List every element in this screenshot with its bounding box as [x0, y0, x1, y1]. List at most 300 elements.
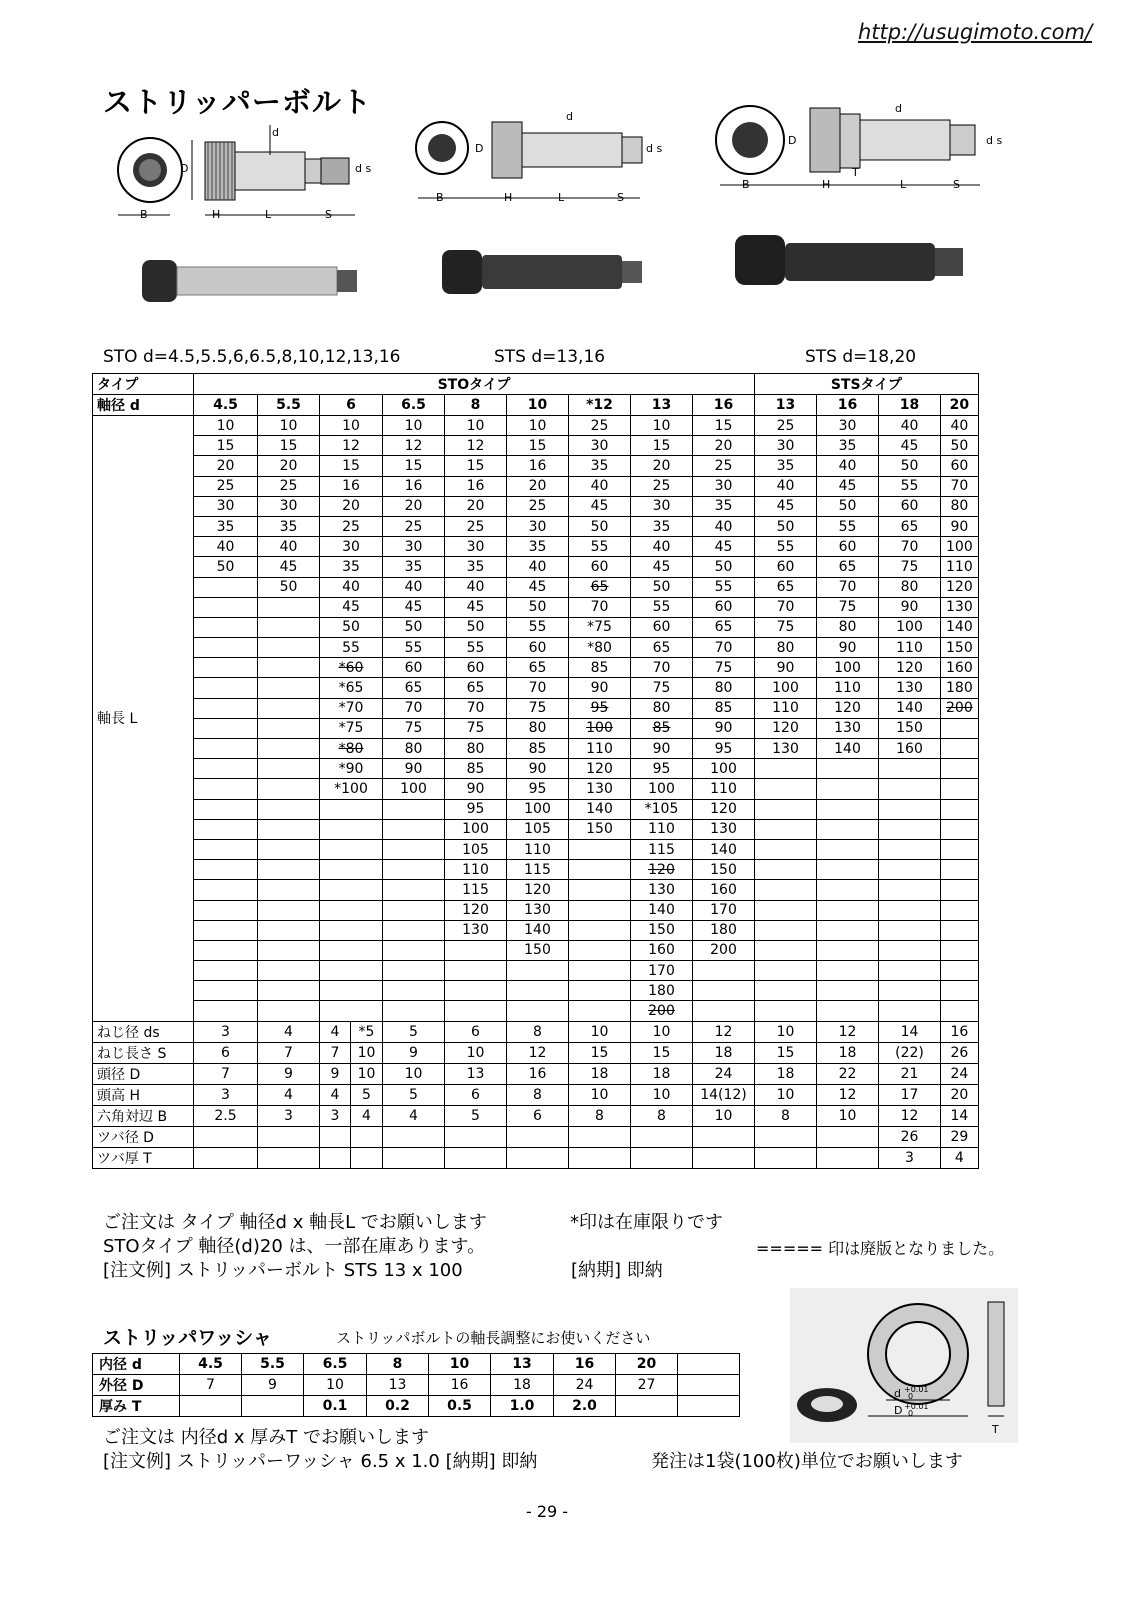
washer-D-tol: +0.01	[904, 1402, 929, 1411]
length-cell: 120	[445, 900, 507, 920]
length-cell: 40	[817, 456, 879, 476]
spec-cell: 20	[941, 1084, 979, 1105]
spec-label: 頭高 H	[93, 1084, 194, 1105]
length-cell: 25	[507, 496, 569, 516]
washer-title: ストリッパワッシャ	[103, 1327, 272, 1349]
spec-cell-split-a	[320, 1147, 351, 1168]
length-cell: 95	[445, 799, 507, 819]
length-cell: 120	[817, 698, 879, 718]
length-cell: 45	[383, 597, 445, 617]
length-cell	[817, 981, 879, 1001]
length-cell	[755, 920, 817, 940]
length-row	[93, 779, 979, 799]
washer-row-label: 内径 d	[93, 1354, 180, 1375]
length-cell	[817, 940, 879, 960]
washer-cell: 10	[429, 1354, 491, 1375]
length-cell: 55	[320, 638, 383, 658]
dim-H-label: H	[212, 208, 221, 221]
length-row	[93, 678, 979, 698]
length-cell	[817, 880, 879, 900]
length-cell: 60	[507, 638, 569, 658]
spec-row	[93, 1084, 979, 1105]
length-cell: 85	[445, 759, 507, 779]
type-row	[93, 374, 979, 395]
sts-diagram-large	[716, 102, 1002, 285]
length-cell: 160	[941, 658, 979, 678]
dim-S-label-3: S	[953, 178, 960, 191]
length-cell	[383, 839, 445, 859]
spec-cell: 7	[258, 1042, 320, 1063]
length-cell: 20	[383, 496, 445, 516]
length-cell: *105	[631, 799, 693, 819]
dim-L-label-3: L	[900, 178, 907, 191]
length-cell: 120	[755, 718, 817, 738]
length-cell	[569, 860, 631, 880]
spec-cell: 18	[631, 1063, 693, 1084]
length-cell: 55	[445, 638, 507, 658]
length-cell: 50	[194, 557, 258, 577]
length-cell	[879, 860, 941, 880]
length-cell: 65	[383, 678, 445, 698]
length-cell: 80	[631, 698, 693, 718]
sto-diagram	[118, 125, 371, 302]
washer-unit-note: 発注は1袋(100枚)単位でお願いします	[651, 1451, 963, 1472]
length-cell	[693, 981, 755, 1001]
length-cell: *75	[569, 617, 631, 637]
length-cell: 55	[817, 516, 879, 536]
length-row	[93, 416, 979, 436]
spec-cell: 3	[194, 1021, 258, 1042]
length-cell: 75	[693, 658, 755, 678]
spec-cell	[631, 1147, 693, 1168]
length-cell: 15	[258, 436, 320, 456]
length-cell: 110	[755, 698, 817, 718]
length-cell	[194, 678, 258, 698]
length-cell: 140	[817, 739, 879, 759]
length-cell	[817, 759, 879, 779]
length-cell: 120	[631, 860, 693, 880]
length-cell: 95	[569, 698, 631, 718]
length-cell: 200	[631, 1001, 693, 1021]
length-cell: 140	[941, 617, 979, 637]
spec-cell: 14	[879, 1021, 941, 1042]
length-cell: 160	[693, 880, 755, 900]
length-cell	[879, 981, 941, 1001]
spec-cell	[194, 1147, 258, 1168]
length-cell: 130	[879, 678, 941, 698]
length-cell: 70	[507, 678, 569, 698]
length-cell	[383, 940, 445, 960]
spec-cell	[383, 1147, 445, 1168]
length-cell	[194, 819, 258, 839]
length-cell: 55	[879, 476, 941, 496]
length-cell: 140	[631, 900, 693, 920]
length-cell	[320, 819, 383, 839]
length-cell: 45	[817, 476, 879, 496]
length-cell: 180	[941, 678, 979, 698]
length-cell: 65	[817, 557, 879, 577]
length-cell	[755, 940, 817, 960]
length-cell: 170	[631, 961, 693, 981]
length-cell: 45	[258, 557, 320, 577]
spec-cell	[258, 1126, 320, 1147]
length-cell: 70	[445, 698, 507, 718]
length-cell: 30	[569, 436, 631, 456]
washer-row-label: 外径 D	[93, 1375, 180, 1396]
length-cell: 10	[445, 416, 507, 436]
washer-cell	[242, 1396, 304, 1417]
length-cell: 10	[194, 416, 258, 436]
length-cell: 30	[445, 537, 507, 557]
dim-D-label-3: D	[788, 134, 797, 147]
washer-cell: 27	[616, 1375, 678, 1396]
length-cell: 30	[320, 537, 383, 557]
length-cell: 95	[693, 739, 755, 759]
length-cell	[258, 617, 320, 637]
washer-cell: 10	[304, 1375, 367, 1396]
length-cell	[383, 819, 445, 839]
length-cell: 160	[631, 940, 693, 960]
spec-cell-split-a: 4	[320, 1084, 351, 1105]
spec-cell	[507, 1126, 569, 1147]
dim-ds-label-2: d s	[646, 142, 663, 155]
length-cell: 180	[693, 920, 755, 940]
length-cell: 20	[693, 436, 755, 456]
length-cell: 140	[507, 920, 569, 940]
spec-label: 頭径 D	[93, 1063, 194, 1084]
washer-cell: 0.5	[429, 1396, 491, 1417]
length-cell: 105	[507, 819, 569, 839]
dim-d-label: d	[272, 126, 279, 139]
length-cell	[194, 1001, 258, 1021]
length-cell: 35	[631, 516, 693, 536]
spec-cell: 17	[879, 1084, 941, 1105]
washer-row-label: 厚み T	[93, 1396, 180, 1417]
length-cell: 150	[631, 920, 693, 940]
length-cell: 115	[445, 880, 507, 900]
spec-cell: 4	[258, 1021, 320, 1042]
spec-cell: 5	[383, 1084, 445, 1105]
size-header: 10	[507, 395, 569, 416]
dim-S-label: S	[325, 208, 332, 221]
length-cell: 25	[693, 456, 755, 476]
length-cell: 65	[631, 638, 693, 658]
length-cell	[194, 880, 258, 900]
length-cell: 80	[383, 739, 445, 759]
washer-cell: 2.0	[554, 1396, 616, 1417]
length-cell: 65	[445, 678, 507, 698]
length-cell: 50	[507, 597, 569, 617]
spec-cell: 22	[817, 1063, 879, 1084]
length-cell	[194, 860, 258, 880]
length-row	[93, 981, 979, 1001]
length-cell: 60	[941, 456, 979, 476]
spec-cell: 6	[445, 1021, 507, 1042]
length-cell	[383, 1001, 445, 1021]
washer-cell: 6.5	[304, 1354, 367, 1375]
length-cell: 35	[693, 496, 755, 516]
spec-cell: 12	[817, 1084, 879, 1105]
spec-row	[93, 1147, 979, 1168]
stock-note: *印は在庫限りです	[570, 1212, 723, 1233]
length-cell: 75	[445, 718, 507, 738]
length-cell	[258, 819, 320, 839]
length-cell	[879, 759, 941, 779]
size-header: 18	[879, 395, 941, 416]
length-cell: 10	[383, 416, 445, 436]
length-row	[93, 597, 979, 617]
spec-cell	[693, 1126, 755, 1147]
length-cell	[817, 961, 879, 981]
spec-cell: 15	[631, 1042, 693, 1063]
length-cell: 25	[445, 516, 507, 536]
length-cell	[941, 759, 979, 779]
length-cell	[258, 799, 320, 819]
size-header: 16	[817, 395, 879, 416]
length-row	[93, 557, 979, 577]
length-cell	[569, 981, 631, 1001]
length-cell	[755, 981, 817, 1001]
length-row	[93, 961, 979, 981]
length-cell: 50	[941, 436, 979, 456]
washer-order-example: [注文例] ストリッパーワッシャ 6.5 x 1.0 [納期] 即納	[103, 1451, 538, 1472]
length-cell	[879, 880, 941, 900]
length-label: 軸長 L	[93, 416, 194, 1022]
length-cell: 35	[817, 436, 879, 456]
spec-cell: 9	[258, 1063, 320, 1084]
length-cell	[383, 880, 445, 900]
length-cell	[258, 1001, 320, 1021]
size-header: 6.5	[383, 395, 445, 416]
spec-cell: 5	[383, 1021, 445, 1042]
bolt-diagrams	[100, 100, 1050, 340]
length-cell: 15	[507, 436, 569, 456]
length-cell: 50	[569, 516, 631, 536]
length-cell: 110	[941, 557, 979, 577]
length-cell: 110	[569, 739, 631, 759]
length-cell: 70	[693, 638, 755, 658]
length-cell: 20	[258, 456, 320, 476]
washer-cell	[616, 1396, 678, 1417]
length-cell: 50	[879, 456, 941, 476]
length-cell: 15	[693, 416, 755, 436]
washer-cell: 20	[616, 1354, 678, 1375]
length-cell: 20	[507, 476, 569, 496]
length-cell: 30	[755, 436, 817, 456]
length-cell: 60	[755, 557, 817, 577]
washer-D-zero: 0	[908, 1409, 914, 1418]
sts-type-header: STSタイプ	[755, 374, 979, 395]
length-cell: 85	[569, 658, 631, 678]
length-row	[93, 860, 979, 880]
length-cell: 45	[507, 577, 569, 597]
length-cell	[320, 799, 383, 819]
length-cell	[258, 961, 320, 981]
length-cell	[817, 839, 879, 859]
length-cell: 65	[507, 658, 569, 678]
length-cell: 15	[383, 456, 445, 476]
length-cell	[445, 1001, 507, 1021]
length-cell: 40	[445, 577, 507, 597]
length-cell: 90	[445, 779, 507, 799]
length-cell: 10	[320, 416, 383, 436]
length-cell: 45	[693, 537, 755, 557]
spec-cell	[194, 1126, 258, 1147]
length-cell: 15	[194, 436, 258, 456]
length-cell	[941, 739, 979, 759]
length-cell: 70	[879, 537, 941, 557]
length-cell	[941, 799, 979, 819]
washer-cell: 13	[367, 1375, 429, 1396]
length-cell: 12	[320, 436, 383, 456]
length-cell: 25	[383, 516, 445, 536]
length-cell: 110	[693, 779, 755, 799]
length-cell: 100	[631, 779, 693, 799]
spec-label: 六角対辺 B	[93, 1105, 194, 1126]
length-cell: 25	[755, 416, 817, 436]
spec-cell: 10	[755, 1084, 817, 1105]
spec-cell: 4	[941, 1147, 979, 1168]
length-cell: 16	[507, 456, 569, 476]
length-cell	[817, 1001, 879, 1021]
length-cell: 130	[631, 880, 693, 900]
length-cell: 35	[755, 456, 817, 476]
sto-type-header: STOタイプ	[194, 374, 755, 395]
length-cell: 150	[941, 638, 979, 658]
washer-d-zero: 0	[908, 1392, 914, 1401]
order-example: [注文例] ストリッパーボルト STS 13 x 100	[103, 1260, 463, 1281]
length-cell	[258, 698, 320, 718]
size-header: 20	[941, 395, 979, 416]
length-cell: 40	[941, 416, 979, 436]
length-cell	[320, 920, 383, 940]
length-cell: 90	[507, 759, 569, 779]
length-cell: 65	[879, 516, 941, 536]
length-row	[93, 537, 979, 557]
dim-H-label-2: H	[504, 191, 513, 204]
length-cell: 30	[194, 496, 258, 516]
length-cell	[755, 799, 817, 819]
spec-cell: 12	[817, 1021, 879, 1042]
washer-row	[93, 1375, 740, 1396]
length-cell: 75	[879, 557, 941, 577]
length-cell	[507, 981, 569, 1001]
length-cell: 25	[631, 476, 693, 496]
length-cell: 45	[879, 436, 941, 456]
length-row	[93, 516, 979, 536]
caption-sts-small: STS d=13,16	[494, 347, 606, 367]
length-row	[93, 739, 979, 759]
washer-cell: 13	[491, 1354, 554, 1375]
length-cell	[941, 981, 979, 1001]
dim-D-label-2: D	[475, 142, 484, 155]
length-cell: 90	[755, 658, 817, 678]
site-url-link[interactable]: http://usugimoto.com/	[858, 20, 1093, 44]
length-cell	[569, 900, 631, 920]
spec-cell: 5	[445, 1105, 507, 1126]
washer-subtitle: ストリッパボルトの軸長調整にお使いください	[336, 1329, 651, 1347]
length-cell	[879, 1001, 941, 1021]
length-cell: 40	[383, 577, 445, 597]
spec-cell: 10	[755, 1021, 817, 1042]
length-cell	[258, 678, 320, 698]
length-cell: 105	[445, 839, 507, 859]
size-header: 8	[445, 395, 507, 416]
length-cell	[320, 900, 383, 920]
length-cell	[569, 940, 631, 960]
length-cell	[194, 779, 258, 799]
spec-cell	[569, 1147, 631, 1168]
length-cell	[817, 900, 879, 920]
size-header: 6	[320, 395, 383, 416]
length-cell: 16	[383, 476, 445, 496]
spec-cell: 4	[383, 1105, 445, 1126]
length-cell	[194, 759, 258, 779]
length-cell	[445, 981, 507, 1001]
length-row	[93, 900, 979, 920]
dim-B-label-3: B	[742, 178, 750, 191]
length-cell: 45	[569, 496, 631, 516]
spec-cell: 8	[755, 1105, 817, 1126]
spec-cell: 26	[879, 1126, 941, 1147]
length-cell	[258, 718, 320, 738]
length-cell: 50	[445, 617, 507, 637]
length-cell: 85	[507, 739, 569, 759]
length-cell: 60	[693, 597, 755, 617]
length-cell: 100	[445, 819, 507, 839]
length-cell: 85	[693, 698, 755, 718]
dim-B-label: B	[140, 208, 148, 221]
length-cell: 60	[879, 496, 941, 516]
length-cell: 90	[631, 739, 693, 759]
length-cell: 40	[569, 476, 631, 496]
length-cell	[817, 920, 879, 940]
spec-cell	[383, 1126, 445, 1147]
length-cell: *75	[320, 718, 383, 738]
length-cell	[569, 961, 631, 981]
length-cell: 60	[383, 658, 445, 678]
length-cell: 130	[507, 900, 569, 920]
spec-cell: 24	[693, 1063, 755, 1084]
length-cell: 30	[693, 476, 755, 496]
length-cell	[194, 698, 258, 718]
length-cell: 80	[693, 678, 755, 698]
washer-D-label: D	[894, 1404, 903, 1417]
length-cell: 25	[258, 476, 320, 496]
length-cell: 20	[631, 456, 693, 476]
length-cell	[194, 617, 258, 637]
dim-d-label-3: d	[895, 102, 902, 115]
spec-cell	[507, 1147, 569, 1168]
length-cell: 40	[320, 577, 383, 597]
length-cell: 100	[507, 799, 569, 819]
spec-cell-split-b	[351, 1147, 383, 1168]
length-cell	[258, 739, 320, 759]
spec-row	[93, 1021, 979, 1042]
length-cell: 50	[755, 516, 817, 536]
length-cell	[569, 920, 631, 940]
washer-cell: 4.5	[180, 1354, 242, 1375]
dim-B-label-2: B	[436, 191, 444, 204]
washer-cell	[180, 1396, 242, 1417]
length-cell: 100	[569, 718, 631, 738]
length-cell	[445, 940, 507, 960]
length-cell: 60	[631, 617, 693, 637]
spec-cell: 18	[693, 1042, 755, 1063]
length-row	[93, 920, 979, 940]
length-cell	[941, 819, 979, 839]
length-cell: 55	[755, 537, 817, 557]
